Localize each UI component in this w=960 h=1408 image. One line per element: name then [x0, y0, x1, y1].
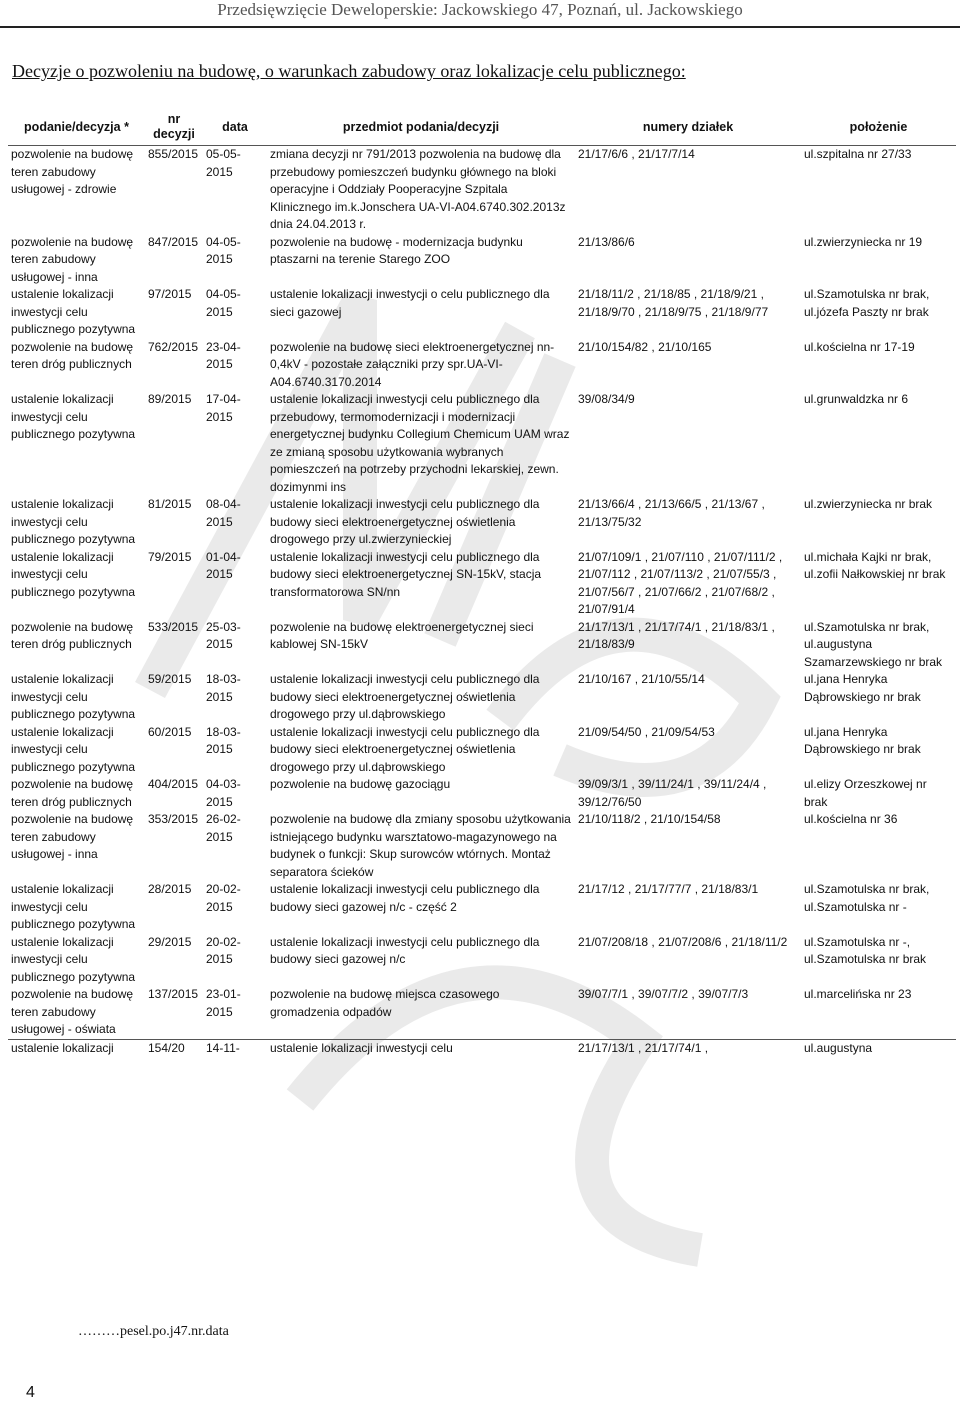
cell-plots: 21/17/6/6 , 21/17/7/14: [578, 147, 695, 161]
section-title: Decyzje o pozwoleniu na budowę, o warunkach zabudowy oraz lokalizacje celu publicznego:: [12, 61, 686, 81]
cell-plots: 21/18/11/2 , 21/18/85 , 21/18/9/21 , 21/18/9/70 , 21/18/9/75 , 21/18/9/77: [578, 287, 769, 319]
cell-nr: 154/20: [148, 1040, 185, 1055]
cell-date: 14-11-: [206, 1040, 240, 1055]
cell-date: 18-03-2015: [206, 672, 241, 704]
cell-nr: 59/2015: [148, 672, 192, 686]
cell-plots: 21/10/154/82 , 21/10/165: [578, 339, 712, 354]
cell-type: ustalenie lokalizacji: [11, 1040, 114, 1055]
cell-plots: 21/10/118/2 , 21/10/154/58: [578, 812, 721, 826]
cell-type: ustalenie lokalizacji inwestycji celu publicznego pozytywna: [11, 934, 136, 984]
cell-subject: pozwolenie na budowę sieci elektroenergetycznej nn-0,4kV - pozostałe załączniki przy spr.UA-VI-A04.6740.3170.2014: [270, 339, 555, 389]
header-date: data: [222, 119, 248, 134]
cell-date: 04-05-2015: [206, 234, 241, 266]
table-row: [8, 146, 956, 234]
cell-type: pozwolenie na budowę teren zabudowy usługowej - zdrowie: [11, 147, 134, 196]
cell-plots: 21/17/12 , 21/17/77/7 , 21/18/83/1: [578, 882, 759, 896]
cell-date: 08-04-2015: [206, 497, 241, 529]
cell-location: ul.Szamotulska nr brak, ul.Szamotulska nr -: [804, 882, 930, 914]
cell-date: 17-04-2015: [206, 392, 241, 424]
cell-location: ul.kościelna nr 36: [804, 812, 898, 826]
cell-location: ul.marcelińska nr 23: [804, 987, 912, 1001]
cell-type: ustalenie lokalizacji inwestycji celu publicznego pozytywna: [11, 497, 136, 546]
cell-date: 04-03-2015: [206, 777, 241, 809]
table-row: [8, 339, 956, 392]
cell-plots: 21/17/13/1 , 21/17/74/1 ,: [578, 1040, 709, 1055]
cell-type: pozwolenie na budowę teren dróg publicznych: [11, 339, 134, 371]
cell-type: ustalenie lokalizacji inwestycji celu publicznego pozytywna: [11, 549, 136, 599]
cell-nr: 97/2015: [148, 287, 192, 301]
table-row: [8, 671, 956, 724]
cell-nr: 79/2015: [148, 549, 192, 564]
cell-subject: ustalenie lokalizacji inwestycji celu publicznego dla przebudowy, termomodernizacji i modernizacji energetycznej budynku Collegium Chemicum UAM wraz ze zmianą sposobu użytkowania wybranych pomieszczeń na potrzeby przychodni lekarskiej, zewn. dozimynmi ins: [270, 392, 570, 494]
cell-plots: 21/10/167 , 21/10/55/14: [578, 672, 705, 686]
header-subject: przedmiot podania/decyzji: [342, 119, 500, 134]
cell-location: ul.Szamotulska nr brak, ul.augustyna Szamarzewskiego nr brak: [804, 619, 943, 669]
cell-location: ul.augustyna: [804, 1040, 873, 1055]
cell-location: ul.zwierzyniecka nr brak: [804, 497, 933, 511]
cell-date: 18-03-2015: [206, 724, 241, 756]
cell-nr: 81/2015: [148, 497, 192, 511]
cell-plots: 39/09/3/1 , 39/11/24/1 , 39/11/24/4 , 39/12/76/50: [578, 777, 767, 809]
cell-type: ustalenie lokalizacji inwestycji celu publicznego pozytywna: [11, 287, 136, 336]
cell-type: pozwolenie na budowę teren zabudowy usługowej - inna: [11, 812, 134, 861]
cell-location: ul.jana Henryka Dąbrowskiego nr brak: [804, 672, 921, 704]
cell-date: 01-04-2015: [206, 549, 241, 581]
cell-nr: 29/2015: [148, 934, 192, 949]
cell-location: ul.zwierzyniecka nr 19: [804, 234, 923, 249]
cell-location: ul.szpitalna nr 27/33: [804, 147, 912, 161]
cell-subject: ustalenie lokalizacji inwestycji celu publicznego dla budowy sieci elektroenergetycznej SN-15kV, stacja transformatorowa SN/nn: [270, 549, 542, 599]
cell-location: ul.jana Henryka Dąbrowskiego nr brak: [804, 724, 921, 756]
header-nr: nr decyzji: [153, 112, 195, 141]
table-row: [8, 724, 956, 777]
table-row: [8, 811, 956, 881]
table-row: [8, 391, 956, 496]
cell-date: 23-04-2015: [206, 339, 241, 371]
page-number: 4: [26, 1384, 35, 1401]
cell-plots: 39/08/34/9: [578, 392, 635, 406]
table-row: [8, 986, 956, 1039]
cell-type: ustalenie lokalizacji inwestycji celu publicznego pozytywna: [11, 882, 136, 931]
cell-location: ul.Szamotulska nr -, ul.Szamotulska nr brak: [804, 934, 927, 966]
cell-nr: 762/2015: [148, 339, 199, 354]
cell-date: 25-03-2015: [206, 619, 241, 651]
cell-location: ul.Szamotulska nr brak, ul.józefa Paszty nr brak: [804, 287, 930, 319]
cell-subject: zmiana decyzji nr 791/2013 pozwolenia na budowę dla przebudowy pomieszczeń budynku głównego na bloki operacyjne i Oddziały Pooperacyjne Szpitala Klinicznego im.k.Jonschera UA-VI-A04.6740.302.2013z dnia 24.04.2013 r.: [270, 147, 566, 231]
cell-date: 23-01-2015: [206, 987, 241, 1019]
cell-date: 04-05-2015: [206, 287, 241, 319]
table-row: [8, 286, 956, 339]
cell-plots: 21/13/66/4 , 21/13/66/5 , 21/13/67 , 21/13/75/32: [578, 497, 765, 529]
cell-subject: ustalenie lokalizacji inwestycji celu publicznego dla budowy sieci elektroenergetycznej oświetlenia drogowego przy ul.zwierzynieckiej: [270, 497, 540, 546]
cell-plots: 21/13/86/6: [578, 234, 635, 249]
header-plots: numery działek: [642, 119, 734, 134]
document-header-title: Przedsięwzięcie Deweloperskie: Jackowskiego 47, Poznań, ul. Jackowskiego: [217, 0, 743, 19]
table-row: [8, 934, 956, 987]
header-location: położenie: [849, 119, 908, 134]
cell-date: 20-02-2015: [206, 934, 241, 966]
table-row: [8, 549, 956, 619]
cell-nr: 353/2015: [148, 812, 199, 826]
cell-subject: ustalenie lokalizacji inwestycji o celu publicznego dla sieci gazowej: [270, 287, 550, 319]
cell-plots: 21/09/54/50 , 21/09/54/53: [578, 724, 715, 739]
cell-location: ul.elizy Orzeszkowej nr brak: [804, 777, 927, 809]
cell-date: 26-02-2015: [206, 812, 241, 844]
cell-subject: pozwolenie na budowę miejsca czasowego gromadzenia odpadów: [270, 987, 500, 1019]
table-row-cut: [8, 1039, 956, 1058]
table-row: [8, 234, 956, 287]
table-row: [8, 776, 956, 811]
cell-type: pozwolenie na budowę teren dróg publicznych: [11, 777, 134, 809]
cell-subject: ustalenie lokalizacji inwestycji celu publicznego dla budowy sieci elektroenergetycznej oświetlenia drogowego przy ul.dąbrowskiego: [270, 672, 540, 721]
cell-location: ul.michała Kajki nr brak, ul.zofii Nałkowskiej nr brak: [804, 549, 946, 581]
cell-location: ul.kościelna nr 17-19: [804, 339, 915, 354]
cell-date: 20-02-2015: [206, 882, 241, 914]
cell-type: pozwolenie na budowę teren dróg publicznych: [11, 619, 134, 651]
header-divider: [0, 26, 960, 28]
cell-nr: 28/2015: [148, 882, 192, 896]
cell-plots: 21/07/208/18 , 21/07/208/6 , 21/18/11/2: [578, 934, 788, 949]
cell-nr: 404/2015: [148, 777, 199, 791]
cell-subject: ustalenie lokalizacji inwestycji celu: [270, 1040, 453, 1055]
cell-type: pozwolenie na budowę teren zabudowy usługowej - inna: [11, 234, 134, 284]
table-header-row: [8, 109, 956, 146]
table-row: [8, 881, 956, 934]
cell-subject: pozwolenie na budowę - modernizacja budynku ptaszarni na terenie Starego ZOO: [270, 234, 523, 266]
cell-type: ustalenie lokalizacji inwestycji celu publicznego pozytywna: [11, 724, 136, 774]
header-type: podanie/decyzja *: [24, 119, 129, 134]
cell-subject: ustalenie lokalizacji inwestycji celu publicznego dla budowy sieci gazowej n/c - część 2: [270, 882, 540, 914]
cell-nr: 847/2015: [148, 234, 199, 249]
cell-nr: 60/2015: [148, 724, 192, 739]
cell-plots: 21/17/13/1 , 21/17/74/1 , 21/18/83/1 , 21/18/83/9: [578, 619, 775, 651]
cell-subject: ustalenie lokalizacji inwestycji celu publicznego dla budowy sieci gazowej n/c: [270, 934, 540, 966]
cell-nr: 533/2015: [148, 619, 199, 634]
cell-plots: 21/07/109/1 , 21/07/110 , 21/07/111/2 , 21/07/112 , 21/07/113/2 , 21/07/55/3 , 21/07/56/7 , 21/07/66/2 , 21/07/68/2 , 21/07/91/4: [578, 549, 783, 616]
cell-subject: pozwolenie na budowę elektroenergetycznej sieci kablowej SN-15kV: [270, 619, 534, 651]
cell-nr: 89/2015: [148, 392, 192, 406]
cell-location: ul.grunwaldzka nr 6: [804, 392, 909, 406]
cell-subject: pozwolenie na budowę gazociągu: [270, 777, 451, 791]
cell-plots: 39/07/7/1 , 39/07/7/2 , 39/07/7/3: [578, 987, 749, 1001]
cell-nr: 137/2015: [148, 987, 199, 1001]
decisions-table: [8, 109, 956, 1058]
cell-type: pozwolenie na budowę teren zabudowy usługowej - oświata: [11, 987, 134, 1036]
cell-subject: pozwolenie na budowę dla zmiany sposobu użytkowania istniejącego budynku warsztatowo-magazynowego na budynek o funkcji: Skup surowców wtórnych. Montaż separatora ścieków: [270, 812, 571, 879]
footnote: ………pesel.po.j47.nr.data: [78, 1324, 229, 1339]
cell-subject: ustalenie lokalizacji inwestycji celu publicznego dla budowy sieci elektroenergetycznej oświetlenia drogowego przy ul.dąbrowskiego: [270, 724, 540, 774]
cell-type: ustalenie lokalizacji inwestycji celu publicznego pozytywna: [11, 672, 136, 721]
cell-date: 05-05-2015: [206, 147, 241, 179]
cell-type: ustalenie lokalizacji inwestycji celu publicznego pozytywna: [11, 392, 136, 441]
table-row: [8, 496, 956, 549]
table-row: [8, 619, 956, 672]
cell-nr: 855/2015: [148, 147, 199, 161]
